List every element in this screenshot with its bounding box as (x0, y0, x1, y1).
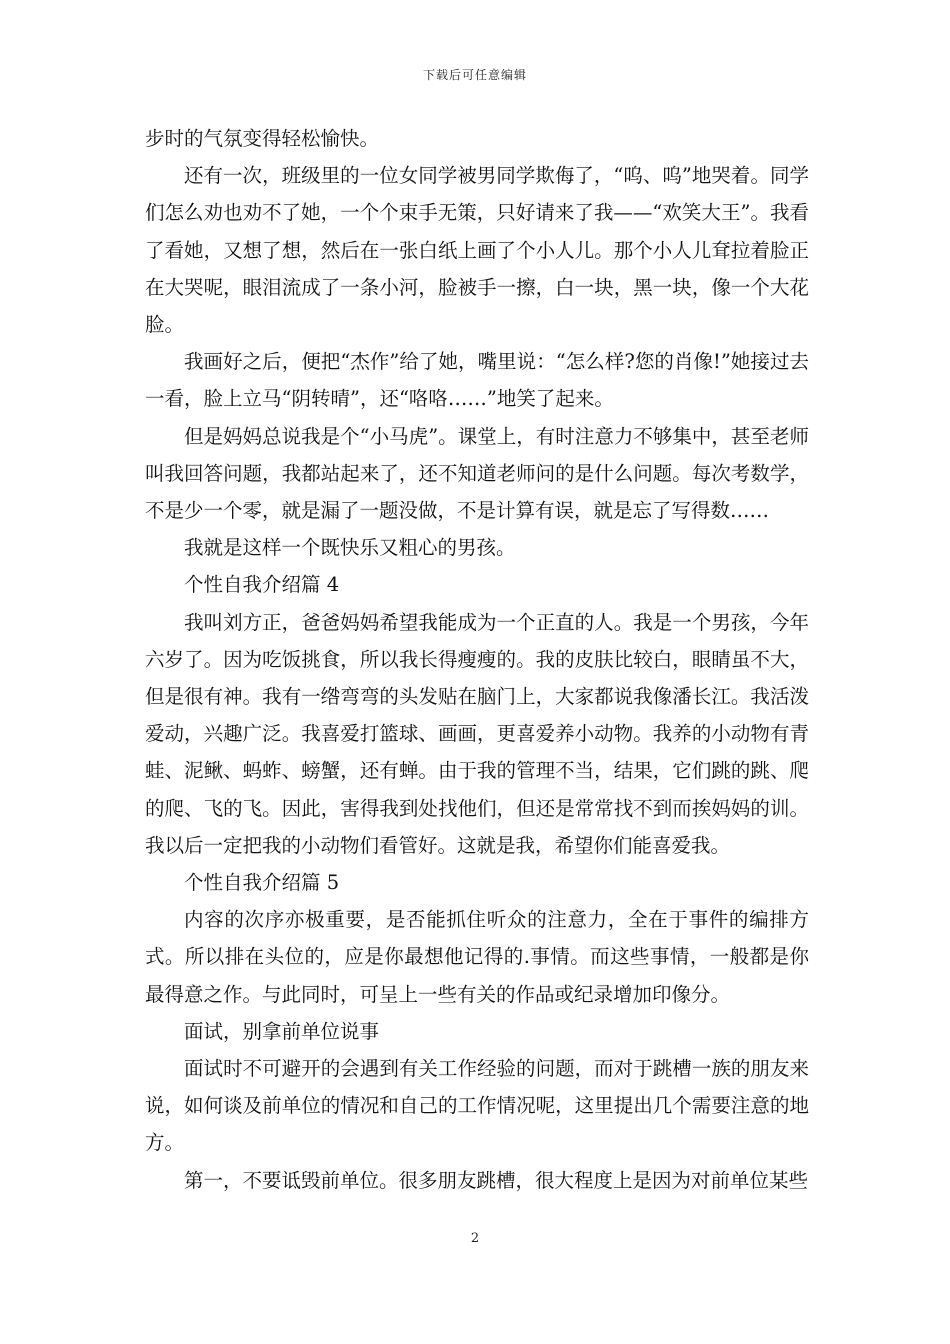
paragraph-liu-fangzheng: 我叫刘方正，爸爸妈妈希望我能成为一个正直的人。我是一个男孩，今年六岁了。因为吃饭挑食，所以我长得瘦瘦的。我的皮肤比较白，眼睛虽不大，但是很有神。我有一绺弯弯的头发贴在脑门上，大家都说我像潘长江。我活泼爱动，兴趣广泛。我喜爱打篮球、画画，更喜爱养小动物。我养的小动物有青蛙、泥鳅、蚂蚱、螃蟹，还有蝉。由于我的管理不当，结果，它们跳的跳、爬的爬、飞的飞。因此，害得我到处找他们，但还是常常找不到而挨妈妈的训。我以后一定把我的小动物们看管好。这就是我，希望你们能喜爱我。 (145, 610, 809, 857)
paragraph-content-order: 内容的次序亦极重要，是否能抓住听众的注意力，全在于事件的编排方式。所以排在头位的，应是你最想他记得的.事情。而这些事情，一般都是你最得意之作。与此同时，可呈上一些有关的作品或纪录增加印像分。 (145, 908, 809, 1006)
section-heading-5: 个性自我介绍篇 5 (184, 871, 340, 895)
paragraph-crying-classmate: 还有一次，班级里的一位女同学被男同学欺侮了，“呜、呜”地哭着。同学们怎么劝也劝不了她，一个个束手无策，只好请来了我——“欢笑大王”。我看了看她，又想了想，然后在一张白纸上画了个小人儿。那个小人儿耷拉着脸正在大哭呢，眼泪流成了一条小河，脸被手一擦，白一块，黑一块，像一个大花脸。 (145, 164, 809, 337)
subheading-interview: 面试，别拿前单位说事 (184, 1019, 380, 1043)
paragraph-point-one: 第一，不要诋毁前单位。很多朋友跳槽，很大程度上是因为对前单位某些 (184, 1168, 809, 1192)
paragraph-interview-intro: 面试时不可避开的会遇到有关工作经验的问题，而对于跳槽一族的朋友来说，如何谈及前单位的情况和自己的工作情况呢，这里提出几个需要注意的地方。 (145, 1057, 809, 1155)
page-header: 下载后可任意编辑 (422, 68, 527, 82)
page-number: 2 (470, 1231, 480, 1246)
paragraph-continuation: 步时的气氛变得轻松愉快。 (145, 127, 380, 150)
paragraph-summary: 我就是这样一个既快乐又粗心的男孩。 (184, 536, 516, 560)
paragraph-careless: 但是妈妈总说我是个“小马虎”。课堂上，有时注意力不够集中，甚至老师叫我回答问题，我都站起来了，还不知道老师问的是什么问题。每次考数学，不是少一个零，就是漏了一题没做，不是计算有误，就是忘了写得数…… (145, 424, 809, 523)
section-heading-4: 个性自我介绍篇 4 (184, 573, 340, 597)
paragraph-drawing-gift: 我画好之后，便把“杰作”给了她，嘴里说：“怎么样?您的肖像!”她接过去一看，脸上立马“阴转晴”，还“咯咯……”地笑了起来。 (145, 350, 809, 411)
document-body (145, 120, 809, 1199)
